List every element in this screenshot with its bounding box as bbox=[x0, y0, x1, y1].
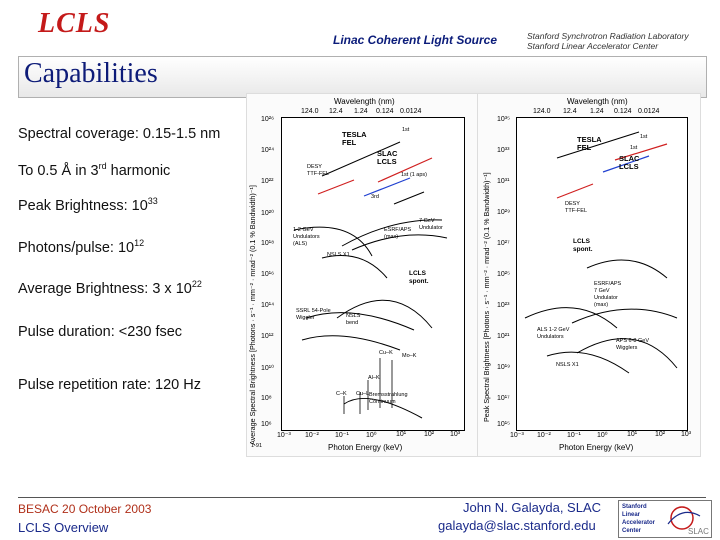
left-label-ck: C–K bbox=[336, 391, 347, 397]
bullet-photons-pulse bbox=[18, 238, 144, 256]
left-label-cul: Cu–L bbox=[356, 391, 370, 397]
right-top-axis-title: Wavelength (nm) bbox=[567, 97, 628, 106]
left-y-tick: 10⁶ bbox=[261, 421, 272, 428]
right-x-tick: 10¹ bbox=[627, 431, 638, 438]
bullet-average-sup: 22 bbox=[191, 279, 202, 289]
right-top-tick: 12.4 bbox=[563, 108, 577, 115]
bullet-pulse-duration: Pulse duration: <230 fsec bbox=[18, 324, 183, 340]
right-plot-svg bbox=[517, 118, 687, 430]
footer-author: John N. Galayda, SLAC bbox=[463, 500, 602, 515]
right-label-tesla: TESLA FEL bbox=[577, 135, 602, 152]
right-lcls-spont-curve bbox=[587, 260, 667, 278]
left-y-tick: 10²² bbox=[261, 178, 274, 185]
right-x-axis-title: Photon Energy (keV) bbox=[559, 443, 634, 452]
bullet-harmonic-sup: rd bbox=[98, 161, 107, 171]
right-label-esrf: ESRF/APS 7 GeV Undulator (max) bbox=[594, 281, 622, 308]
right-top-tick: 124.0 bbox=[533, 108, 551, 115]
right-x-tick: 10⁻³ bbox=[510, 432, 524, 439]
right-y-tick: 10¹⁵ bbox=[497, 421, 511, 428]
right-label-first-b: 1st bbox=[630, 145, 638, 151]
left-label-cuk: Cu–K bbox=[379, 350, 393, 356]
left-top-tick: 0.124 bbox=[376, 108, 394, 115]
bullet-harmonic-text: To 0.5 Å in 3 bbox=[18, 162, 99, 179]
bullet-peak-sup: 33 bbox=[147, 196, 158, 206]
left-x-tick: 10⁻³ bbox=[277, 432, 291, 439]
right-y-tick: 10²⁷ bbox=[497, 240, 510, 247]
left-third-harmonic-line bbox=[394, 192, 424, 204]
left-x-tick: 10⁰ bbox=[366, 432, 377, 439]
right-x-tick: 10⁻² bbox=[537, 432, 551, 439]
bullet-harmonic bbox=[18, 161, 170, 179]
bullet-spectral-coverage: Spectral coverage: 0.15-1.5 nm bbox=[18, 126, 221, 142]
footer-date: BESAC 20 October 2003 bbox=[18, 502, 152, 516]
left-figure-code: 1-91 bbox=[251, 443, 263, 449]
left-y-tick: 10¹⁰ bbox=[261, 365, 274, 372]
right-y-tick: 10²⁵ bbox=[497, 271, 511, 278]
bullet-photons-sup: 12 bbox=[134, 238, 145, 248]
left-label-7gev: 7 GeV Undulator bbox=[419, 218, 443, 231]
right-y-tick: 10²⁹ bbox=[497, 209, 511, 216]
left-label-desy: DESY TTF-FEL bbox=[307, 164, 329, 177]
left-label-first-aps: 1st (1 aps) bbox=[401, 172, 427, 178]
slac-mark-text: SLAC bbox=[688, 527, 709, 536]
right-y-axis-title: Peak Spectral Brightness [Photons · s⁻¹ · mm⁻² · mrad⁻² (0.1 % Bandwidth)⁻¹] bbox=[482, 172, 491, 422]
right-y-tick: 10¹⁹ bbox=[497, 364, 511, 371]
left-top-axis-title: Wavelength (nm) bbox=[334, 97, 395, 106]
left-label-als: 1-2 GeV Undulators (ALS) bbox=[293, 227, 320, 247]
right-y-tick: 10²¹ bbox=[497, 333, 510, 340]
left-y-tick: 10²⁰ bbox=[261, 210, 274, 217]
bullet-photons-text: Photons/pulse: 10 bbox=[18, 239, 135, 256]
left-label-alk: Al–K bbox=[368, 375, 380, 381]
right-top-tick: 0.0124 bbox=[638, 108, 660, 115]
right-plot-area bbox=[516, 117, 688, 431]
bullet-peak-text: Peak Brightness: 10 bbox=[18, 197, 148, 214]
bullet-average-text: Average Brightness: 3 x 10 bbox=[18, 280, 192, 297]
left-x-tick: 10⁻¹ bbox=[335, 432, 349, 439]
left-x-tick: 10⁻² bbox=[305, 432, 319, 439]
bullet-harmonic-post: harmonic bbox=[106, 162, 171, 179]
right-desy-red-line bbox=[557, 184, 593, 198]
left-label-third: 3rd bbox=[371, 194, 379, 200]
bullet-repetition-rate: Pulse repetition rate: 120 Hz bbox=[18, 377, 201, 393]
left-y-tick: 10²⁶ bbox=[261, 116, 274, 123]
right-label-first-a: 1st bbox=[640, 134, 648, 140]
footer-divider bbox=[18, 497, 706, 498]
right-y-tick: 10¹⁷ bbox=[497, 395, 510, 402]
slac-logo-text: Stanford Linear Accelerator Center bbox=[622, 504, 656, 534]
left-y-tick: 10²⁴ bbox=[261, 147, 275, 154]
right-y-tick: 10³¹ bbox=[497, 178, 510, 185]
left-y-tick: 10¹⁸ bbox=[261, 240, 275, 247]
left-y-tick: 10¹⁶ bbox=[261, 271, 274, 278]
header-lab-line2: Stanford Linear Accelerator Center bbox=[527, 41, 659, 51]
footer-overview: LCLS Overview bbox=[18, 520, 109, 535]
right-label-slac: SLAC LCLS bbox=[619, 154, 640, 171]
right-y-tick: 10³³ bbox=[497, 147, 510, 154]
left-label-brems: Bremsstrahlung Continuum bbox=[369, 392, 408, 405]
left-x-tick: 10² bbox=[424, 431, 435, 438]
header-center-title: Linac Coherent Light Source bbox=[333, 33, 498, 47]
right-x-tick: 10⁻¹ bbox=[567, 432, 581, 439]
right-als-curve bbox=[525, 308, 617, 328]
left-y-tick: 10¹⁴ bbox=[261, 302, 275, 309]
left-y-axis-title: Average Spectral Brightness [Photons · s⁻¹ · mm⁻² · mrad⁻² (0.1 % Bandwidth)⁻¹] bbox=[248, 185, 257, 445]
left-label-first: 1st bbox=[402, 127, 410, 133]
left-top-tick: 1.24 bbox=[354, 108, 368, 115]
left-x-tick: 10¹ bbox=[396, 431, 407, 438]
bullet-average-brightness bbox=[18, 279, 202, 297]
left-y-tick: 10⁸ bbox=[261, 395, 272, 402]
left-label-lcls-spont: LCLS spont. bbox=[409, 270, 429, 285]
header-lab-line1: Stanford Synchrotron Radiation Laboratory bbox=[527, 31, 689, 41]
slide-title: Capabilities bbox=[24, 58, 158, 89]
left-label-tesla: TESLA FEL bbox=[342, 130, 367, 147]
right-x-tick: 10² bbox=[655, 431, 666, 438]
right-label-nsls-x1: NSLS X1 bbox=[556, 362, 579, 368]
right-x-tick: 10³ bbox=[681, 431, 692, 438]
left-label-mok: Mo–K bbox=[402, 353, 417, 359]
right-label-als: ALS 1-2 GeV Undulators bbox=[537, 327, 570, 340]
left-label-ssrl: SSRL 54-Pole Wiggler bbox=[296, 308, 331, 321]
left-top-tick: 0.0124 bbox=[400, 108, 422, 115]
lcls-logo: LCLS bbox=[38, 8, 111, 39]
right-top-tick: 1.24 bbox=[590, 108, 604, 115]
right-y-tick: 10²³ bbox=[497, 302, 510, 309]
left-x-tick: 10³ bbox=[450, 431, 461, 438]
left-nsls-bend-curve bbox=[302, 336, 400, 350]
left-y-tick: 10¹² bbox=[261, 333, 274, 340]
left-top-tick: 12.4 bbox=[329, 108, 343, 115]
right-label-desy: DESY TTF-FEL bbox=[565, 201, 587, 214]
right-label-lcls-spont: LCLS spont. bbox=[573, 238, 593, 253]
left-label-nsls-x1: NSLS X1 bbox=[327, 252, 350, 258]
left-desy-red-line bbox=[318, 180, 354, 194]
left-label-esrf: ESRF/APS (max) bbox=[384, 227, 412, 240]
left-label-nsls-bend: NSLS bend bbox=[346, 313, 361, 326]
footer-email: galayda@slac.stanford.edu bbox=[438, 518, 596, 533]
right-y-tick: 10³⁵ bbox=[497, 116, 511, 123]
left-x-axis-title: Photon Energy (keV) bbox=[328, 443, 403, 452]
bullet-peak-brightness bbox=[18, 196, 158, 214]
left-top-tick: 124.0 bbox=[301, 108, 319, 115]
right-label-aps-wiggler: APS 6-8 GeV Wigglers bbox=[616, 338, 650, 351]
left-label-slac: SLAC LCLS bbox=[377, 149, 398, 166]
right-x-tick: 10⁰ bbox=[597, 432, 608, 439]
right-top-tick: 0.124 bbox=[614, 108, 632, 115]
